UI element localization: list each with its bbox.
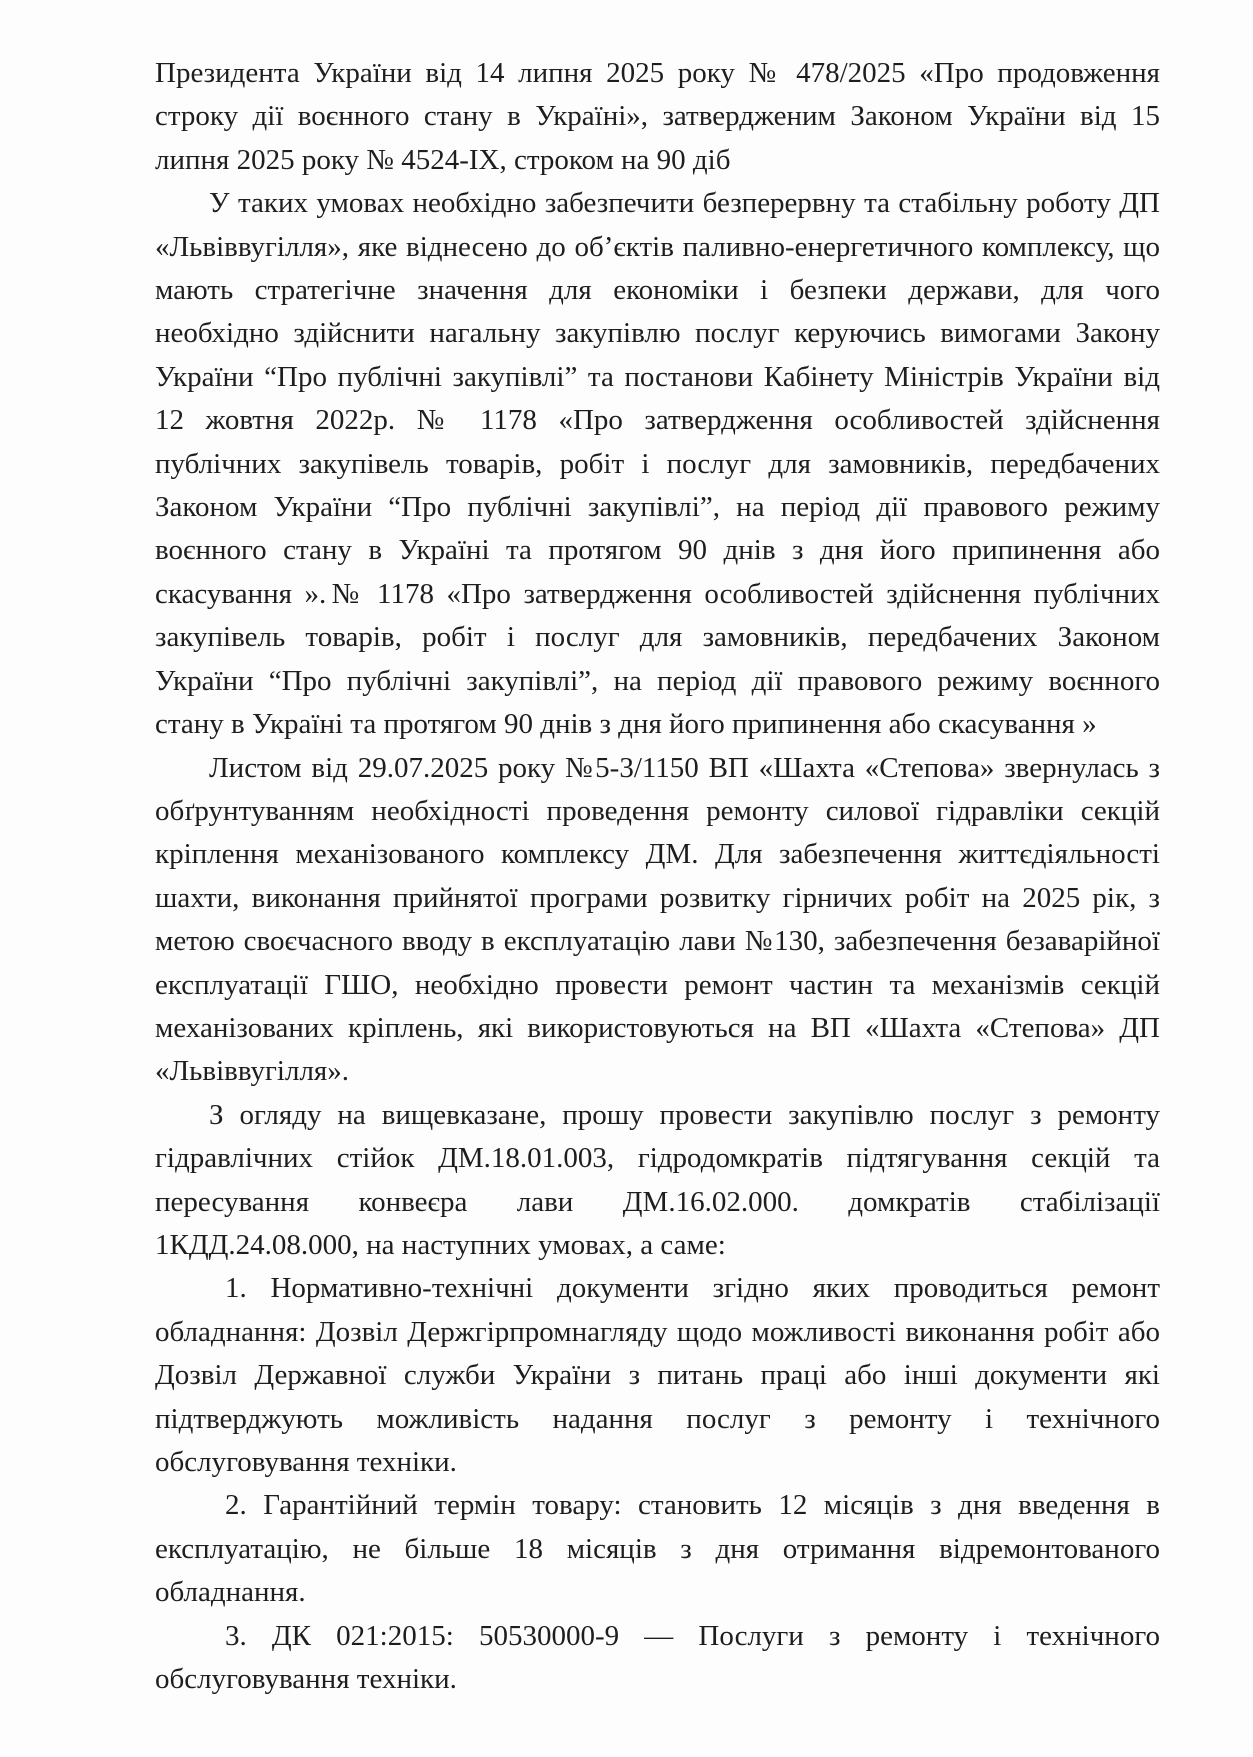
paragraph-continuation: Президента України від 14 липня 2025 року № 478/2025 «Про продовження строку дії воєнного стану в Україні», затвердженим Законом України від 15 липня 2025 року № 4524-IX, строком на 90 діб: [155, 57, 1160, 176]
document-body: [155, 52, 1160, 1701]
list-item-documents: 1. Нормативно-технічні документи згідно яких проводиться ремонт обладнання: Дозвіл Держгірпромнагляду щодо можливості виконання робіт або Дозвіл Державної служби України з питань праці або інші документи які підтверджують можливість надання послуг з ремонту і технічного обслуговування техніки.: [155, 1272, 1160, 1478]
list-item-classifier: 3. ДК 021:2015: 50530000-9 — Послуги з ремонту і технічного обслуговування техніки.: [155, 1619, 1160, 1696]
paragraph-letter: Листом від 29.07.2025 року №5-3/1150 ВП «Шахта «Степова» звернулась з обґрунтуванням необхідності проведення ремонту силової гідравліки секцій кріплення механізованого комплексу ДМ. Для забезпечення життєдіяльності шахти, виконання прийнятої програми розвитку гірничих робіт на 2025 рік, з метою своєчасного вводу в експлуатацію лави №130, забезпечення безаварійної експлуатації ГШО, необхідно провести ремонт частин та механізмів секцій механізованих кріплень, які використовуються на ВП «Шахта «Степова» ДП «Львіввугілля».: [155, 751, 1160, 1088]
paragraph-conditions: У таких умовах необхідно забезпечити безперервну та стабільну роботу ДП «Львіввугілля», яке віднесено до об’єктів паливно-енергетичного комплексу, що мають стратегічне значення для економіки і безпеки держави, для чого необхідно здійснити нагальну закупівлю послуг керуючись вимогами Закону України “Про публічні закупівлі” та постанови Кабінету Міністрів України від 12 жовтня 2022р. № 1178 «Про затвердження особливостей здійснення публічних закупівель товарів, робіт і послуг для замовників, передбачених Законом України “Про публічні закупівлі”, на період дії правового режиму воєнного стану в Україні та протягом 90 днів з дня його припинення або скасування ».№ 1178 «Про затвердження особливостей здійснення публічних закупівель товарів, робіт і послуг для замовників, передбачених Законом України “Про публічні закупівлі”, на період дії правового режиму воєнного стану в Україні та протягом 90 днів з дня його припинення або скасування »: [155, 187, 1160, 741]
paragraph-request: З огляду на вищевказане, прошу провести закупівлю послуг з ремонту гідравлічних стійок ДМ.18.01.003, гідродомкратів підтягування секцій та пересування конвеєра лави ДМ.16.02.000. домкратів стабілізації 1КДД.24.08.000, на наступних умовах, а саме:: [155, 1098, 1160, 1261]
list-item-warranty: 2. Гарантійний термін товару: становить 12 місяців з дня введення в експлуатацію, не більше 18 місяців з дня отримання відремонтованого обладнання.: [155, 1489, 1160, 1609]
